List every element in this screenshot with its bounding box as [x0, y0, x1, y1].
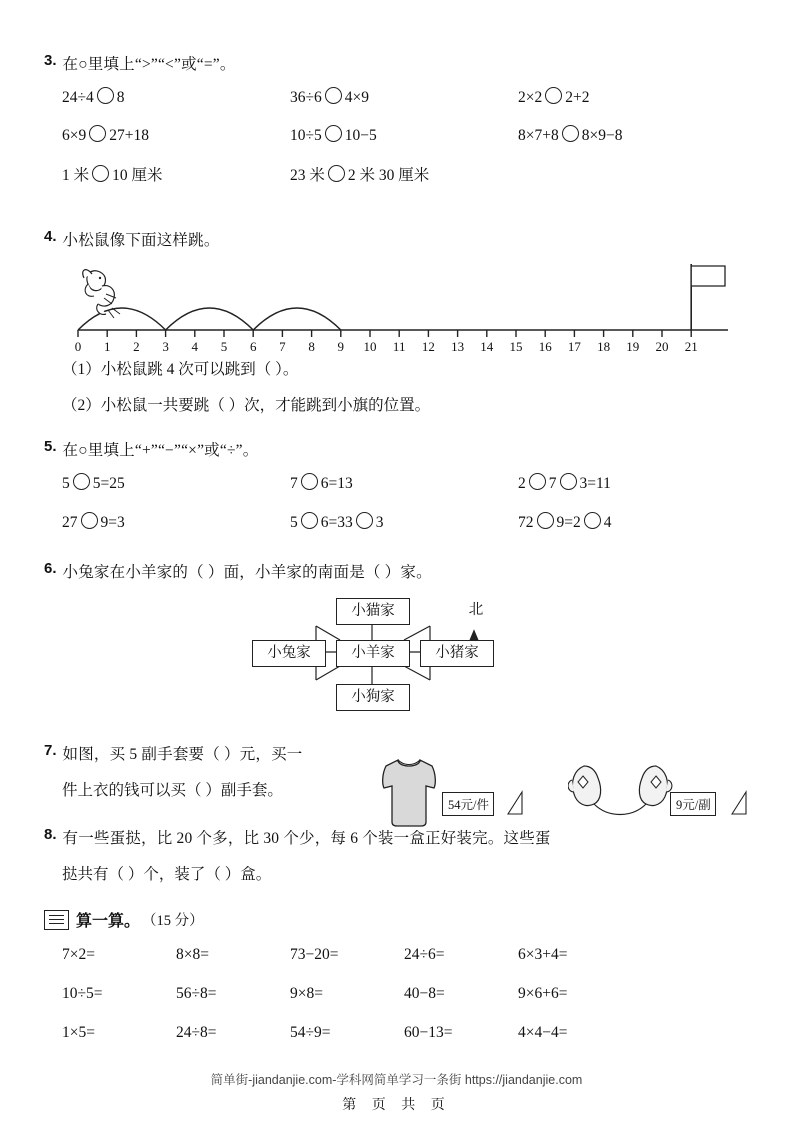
section-three: [44, 908, 750, 1063]
axis-label: 2: [133, 339, 140, 353]
axis-label: 20: [655, 339, 669, 353]
number-line-svg: [68, 258, 738, 353]
axis-label: 15: [509, 339, 523, 353]
axis-label: 14: [480, 339, 494, 353]
axis-label: 10: [363, 339, 377, 353]
axis-label: 9: [337, 339, 345, 353]
question-8-line-1: 有一些蛋挞，比 20 个多，比 30 个少，每 6 个装一盒正好装完。这些蛋: [62, 830, 551, 847]
q3-item: 24÷4 8: [62, 89, 125, 106]
question-3-row-2: [44, 125, 750, 145]
gloves-icon: [568, 760, 678, 822]
question-3: [44, 52, 750, 203]
pagination-text: 第 页 共 页: [342, 1098, 451, 1113]
q3-item: 8×7+8 8×9−8: [518, 127, 623, 144]
axis-label: 13: [451, 339, 465, 353]
question-5: [44, 438, 750, 551]
question-3-header: [44, 52, 750, 74]
calc-item[interactable]: 7×2=: [62, 946, 95, 963]
calc-item[interactable]: 4×4−4=: [518, 1024, 568, 1041]
calc-item[interactable]: 24÷8=: [176, 1024, 217, 1041]
answer-circle[interactable]: [81, 512, 98, 529]
calculation-grid: [44, 946, 750, 1042]
calc-row: [44, 946, 750, 964]
calc-item[interactable]: 56÷8=: [176, 985, 217, 1002]
question-8-line-2: 挞共有（ ）个，装了（ ）盒。: [62, 866, 272, 883]
answer-circle[interactable]: [92, 165, 109, 182]
q3-item: 36÷6 4×9: [290, 89, 370, 106]
three-lines-icon: [44, 910, 69, 930]
calc-item[interactable]: 73−20=: [290, 946, 339, 963]
question-3-row-3: [44, 163, 750, 185]
answer-circle[interactable]: [562, 125, 579, 142]
calc-item[interactable]: 1×5=: [62, 1024, 95, 1041]
axis-label: 18: [597, 339, 611, 353]
calc-item[interactable]: 60−13=: [404, 1024, 453, 1041]
calc-item[interactable]: 24÷6=: [404, 946, 445, 963]
question-6-header: [44, 560, 750, 582]
house-sheep: 小羊家: [336, 640, 410, 667]
price-tag-gloves-text: 9元/副: [676, 798, 711, 812]
q5-item: 5 6=33 3: [290, 514, 384, 531]
q5-item: 2 7 3=11: [518, 475, 611, 492]
answer-circle[interactable]: [545, 87, 562, 104]
axis-label: 7: [279, 339, 286, 353]
question-4-sub-1: （1）小松鼠跳 4 次可以跳到（ ）。: [62, 361, 299, 378]
question-3-row-1: [44, 87, 750, 107]
axis-label: 3: [162, 339, 169, 353]
squirrel-icon: [83, 270, 120, 318]
calc-item[interactable]: 10÷5=: [62, 985, 103, 1002]
shirt-icon: [374, 754, 444, 828]
direction-diagram: [44, 590, 750, 720]
axis-label: 16: [538, 339, 552, 353]
calc-row: [44, 1024, 750, 1042]
axis-label: 6: [249, 339, 257, 353]
question-4: [44, 228, 750, 415]
axis-label: 0: [74, 339, 82, 353]
q3-item: 23 米 2 米 30 厘米: [290, 167, 430, 184]
question-4-text: 小松鼠像下面这样跳。: [62, 232, 220, 249]
question-7-line-2: 件上衣的钱可以买（ ）副手套。: [62, 782, 283, 799]
axis-label: 12: [421, 339, 435, 353]
calc-row: [44, 985, 750, 1003]
price-tag-shirt-text: 54元/件: [448, 798, 489, 812]
question-8-number: 8.: [44, 826, 57, 843]
answer-circle[interactable]: [529, 473, 546, 490]
answer-circle[interactable]: [325, 87, 342, 104]
house-cat: 小猫家: [336, 598, 410, 625]
axis-label: 21: [684, 339, 698, 353]
question-4-sub-2: （2）小松鼠一共要跳（ ）次，才能跳到小旗的位置。: [62, 397, 431, 414]
section-three-score: （15 分）: [142, 913, 204, 929]
question-3-text: 在○里填上“>”“<”或“=”。: [62, 56, 236, 73]
q5-item: 27 9=3: [62, 514, 125, 531]
q3-item: 2×2 2+2: [518, 89, 590, 106]
axis-label: 4: [191, 339, 199, 353]
calc-item[interactable]: 8×8=: [176, 946, 209, 963]
question-5-number: 5.: [44, 438, 57, 455]
question-7-line-1: 如图，买 5 副手套要（ ）元，买一: [62, 746, 303, 763]
house-dog: 小狗家: [336, 684, 410, 711]
answer-circle[interactable]: [328, 165, 345, 182]
answer-circle[interactable]: [537, 512, 554, 529]
section-three-header: [44, 908, 750, 931]
calc-item[interactable]: 9×6+6=: [518, 985, 568, 1002]
question-3-grid: [44, 87, 750, 185]
axis-label: 1: [103, 339, 111, 353]
axis-label: 8: [308, 339, 315, 353]
question-7-number: 7.: [44, 742, 57, 759]
calc-item[interactable]: 9×8=: [290, 985, 323, 1002]
question-5-grid: [44, 473, 750, 532]
axis-label: 5: [220, 339, 228, 353]
q5-item: 5 5=25: [62, 475, 125, 492]
question-5-text: 在○里填上“+”“−”“×”或“÷”。: [62, 442, 259, 459]
question-6: [44, 560, 750, 720]
question-5-row-2: [44, 512, 750, 532]
question-8: [44, 826, 750, 884]
question-4-number: 4.: [44, 228, 57, 245]
question-4-header: [44, 228, 750, 250]
section-three-title: 算一算。: [76, 913, 141, 930]
calc-item[interactable]: 40−8=: [404, 985, 445, 1002]
answer-circle[interactable]: [584, 512, 601, 529]
q5-item: 7 6=13: [290, 475, 353, 492]
question-3-number: 3.: [44, 52, 57, 69]
q3-item: 6×9 27+18: [62, 127, 149, 144]
watermark-text: 简单街-jiandanjie.com-学科网简单学习一条街 https://jiandanjie.com: [210, 1073, 583, 1087]
question-5-header: [44, 438, 750, 460]
question-6-text: 小兔家在小羊家的（ ）面，小羊家的南面是（ ）家。: [62, 564, 432, 581]
north-label: 北: [468, 602, 484, 618]
question-6-number: 6.: [44, 560, 57, 577]
answer-circle[interactable]: [356, 512, 373, 529]
answer-circle[interactable]: [89, 125, 106, 142]
axis-label: 11: [392, 339, 406, 353]
answer-circle[interactable]: [560, 473, 577, 490]
answer-circle[interactable]: [73, 473, 90, 490]
axis-label: 17: [567, 339, 581, 353]
calc-item[interactable]: 6×3+4=: [518, 946, 568, 963]
answer-circle[interactable]: [301, 512, 318, 529]
house-pig: 小猪家: [420, 640, 494, 667]
answer-circle[interactable]: [325, 125, 342, 142]
answer-circle[interactable]: [301, 473, 318, 490]
q5-item: 72 9=2 4: [518, 514, 612, 531]
question-5-row-1: [44, 473, 750, 493]
q3-item: 10÷5 10−5: [290, 127, 377, 144]
q3-item: 1 米 10 厘米: [62, 167, 163, 184]
question-7: [44, 742, 750, 812]
house-rabbit: 小兔家: [252, 640, 326, 667]
tag-triangle-icon: [506, 790, 526, 816]
axis-label: 19: [626, 339, 640, 353]
question-8-header: [44, 826, 750, 848]
price-tag-gloves: [670, 792, 716, 816]
answer-circle[interactable]: [97, 87, 114, 104]
calc-item[interactable]: 54÷9=: [290, 1024, 331, 1041]
tag-triangle-icon: [730, 790, 750, 816]
number-line-figure: [68, 258, 750, 353]
flag-icon: [691, 264, 725, 330]
